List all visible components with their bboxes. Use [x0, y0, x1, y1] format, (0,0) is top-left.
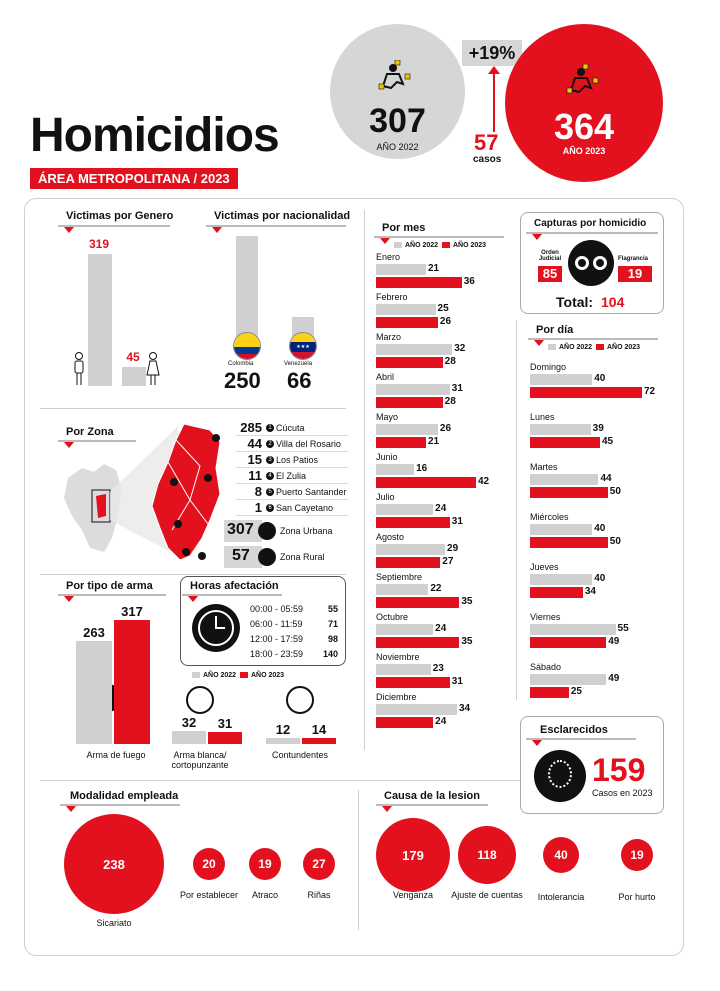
zone-row: [236, 436, 348, 452]
data-label: 40: [594, 573, 606, 584]
bar-2022: [530, 374, 592, 385]
modality-bubble: 20: [193, 848, 225, 880]
zones-title: Por Zona: [66, 426, 114, 438]
bar-2023: [114, 620, 150, 744]
bar-2022: [376, 384, 450, 395]
total-2022-value: 307: [369, 102, 426, 140]
zone-name: El Zulia: [276, 471, 307, 481]
data-label: 24: [435, 716, 447, 727]
captures-judicial-value: 85: [538, 266, 562, 282]
zone-value: 44: [247, 436, 262, 451]
title-underline: [528, 338, 658, 340]
bar-2022: [376, 424, 438, 435]
data-label: 21: [428, 436, 440, 447]
title-underline: [376, 804, 488, 806]
hour-value: 71: [327, 619, 338, 629]
data-label: 26: [439, 316, 452, 327]
hour-range: 12:00 - 17:59: [250, 634, 304, 644]
page-title: Homicidios: [30, 109, 279, 162]
bar-2023: [376, 437, 426, 448]
bar-2023: [376, 477, 476, 488]
bar-2023: [376, 317, 438, 328]
zone-urban-box: [224, 520, 348, 542]
divider: [516, 320, 517, 700]
data-label: 12: [275, 722, 291, 737]
bar-2022: [376, 664, 431, 675]
zone-value: 285: [240, 420, 262, 435]
bar-2022: [376, 344, 452, 355]
modality-title: Modalidad empleada: [70, 790, 179, 802]
data-label: 31: [451, 676, 463, 687]
weapon-legend: AÑO 2022 AÑO 2023: [192, 672, 284, 679]
bar-2022: [376, 584, 428, 595]
divider: [364, 210, 365, 750]
data-label: 49: [608, 636, 620, 647]
zone-rural-value: 57: [232, 547, 250, 564]
month-title: Por mes: [382, 222, 426, 234]
category-label: Viernes: [530, 612, 561, 622]
data-label: 28: [444, 396, 456, 407]
category-label: Septiembre: [376, 572, 423, 582]
zone-value: 15: [247, 452, 262, 467]
zone-name: San Cayetano: [276, 503, 334, 513]
difference-label: casos: [473, 154, 502, 165]
knife-icon: [186, 686, 214, 714]
zone-value: 8: [254, 484, 262, 499]
data-label: 55: [617, 623, 629, 634]
data-label: 26: [439, 423, 452, 434]
category-label: Miércoles: [530, 512, 569, 522]
data-label: 32: [181, 715, 197, 731]
captures-flagrancia-value: 19: [618, 266, 652, 282]
divider: [40, 408, 346, 409]
category-label: Lunes: [530, 412, 555, 422]
bar-2022: [376, 304, 436, 315]
zone-row: [236, 420, 348, 436]
bar-2022: [530, 474, 598, 485]
bar-2022: [530, 574, 592, 585]
bar-2023: [376, 517, 450, 528]
bar-2022: [172, 731, 206, 744]
hour-value: 55: [327, 604, 338, 614]
category-label: Octubre: [376, 612, 409, 622]
bar-2023: [208, 732, 242, 744]
data-label: 23: [432, 663, 444, 674]
data-label: 14: [311, 722, 327, 737]
zone-row: [236, 468, 348, 484]
gender-male-bar: [88, 254, 112, 386]
bar-2023: [376, 357, 443, 368]
increase-arrow-head: [488, 66, 500, 74]
data-label: 49: [608, 673, 620, 684]
zone-row: [236, 452, 348, 468]
modality-bubble: 19: [249, 848, 281, 880]
cause-label: Intolerancia: [537, 892, 585, 902]
nationality-title: Victimas por nacionalidad: [214, 210, 351, 222]
hours-title: Horas afectación: [190, 580, 279, 592]
title-underline: [374, 236, 504, 238]
zone-index-badge: 6: [266, 504, 274, 512]
bar-2023: [530, 387, 642, 398]
total-2023-value: 364: [553, 106, 615, 147]
bar-2023: [530, 637, 606, 648]
data-label: 39: [592, 423, 604, 434]
data-label: 50: [609, 486, 621, 497]
category-label: Arma de fuego: [86, 750, 146, 760]
cause-label: Venganza: [392, 890, 434, 900]
title-underline: [182, 594, 282, 596]
colombia-label: Colombia: [228, 361, 254, 367]
bar-2023: [530, 587, 583, 598]
bar-2022: [376, 624, 433, 635]
bar-2022: [530, 424, 591, 435]
bar-2023: [530, 537, 608, 548]
solved-value: 159: [592, 752, 646, 788]
captures-flagrancia-label: Flagrancia: [618, 256, 649, 262]
colombia-bar: [236, 236, 258, 346]
zone-value: 11: [248, 468, 262, 483]
zone-name: Villa del Rosario: [276, 439, 341, 449]
male-icon: [72, 352, 86, 386]
bar-2023: [376, 677, 450, 688]
data-label: 40: [594, 373, 606, 384]
captures-judicial-label: Orden Judicial: [538, 250, 562, 262]
solved-label: Casos en 2023: [592, 788, 653, 798]
region-map-icon: [60, 420, 236, 570]
gender-female-bar: [122, 367, 146, 386]
venezuela-flag-icon: ★★★: [289, 332, 317, 360]
total-2023-label: AÑO 2023: [562, 146, 606, 156]
divider: [358, 790, 359, 930]
category-label: Mayo: [376, 412, 399, 422]
zone-name: Cúcuta: [276, 423, 305, 433]
total-2023-circle: [505, 24, 663, 182]
data-label: 24: [435, 623, 447, 634]
bar-2022: [530, 674, 606, 685]
cause-bubble: 40: [543, 837, 579, 873]
zone-name: Puerto Santander: [276, 487, 347, 497]
data-label: 24: [435, 503, 447, 514]
zone-rural-box: [224, 546, 348, 568]
hour-range: 06:00 - 11:59: [250, 619, 303, 629]
difference-value: 57: [474, 130, 499, 155]
data-label: 42: [478, 476, 490, 487]
bar-2023: [376, 277, 462, 288]
captures-title: Capturas por homicidio: [534, 218, 647, 229]
hour-range: 18:00 - 23:59: [250, 649, 304, 659]
category-label: Noviembre: [376, 652, 420, 662]
bar-2023: [530, 687, 569, 698]
bar-2023: [376, 597, 459, 608]
data-label: 40: [594, 523, 606, 534]
captures-total-value: 104: [601, 294, 625, 310]
title-underline: [526, 738, 636, 740]
category-label: Jueves: [530, 562, 559, 572]
bar-2022: [376, 264, 426, 275]
modality-bubble: 27: [303, 848, 335, 880]
female-icon: [146, 352, 160, 386]
gender-title: Victimas por Genero: [66, 210, 174, 222]
data-label: 28: [444, 356, 456, 367]
gender-male-value: 319: [88, 237, 110, 251]
venezuela-label: Venezuela: [284, 361, 313, 367]
data-label: 29: [447, 543, 459, 554]
modality-label: Sicariato: [96, 918, 132, 928]
category-label: Diciembre: [376, 692, 417, 702]
captures-total-label: Total:: [556, 294, 594, 310]
title-underline: [60, 804, 180, 806]
data-label: 27: [442, 556, 454, 567]
colombia-value: 250: [224, 368, 261, 393]
handcuffs-icon: [568, 240, 614, 286]
zone-urban-value: 307: [227, 521, 254, 538]
increase-arrow: [493, 72, 495, 132]
fingerprint-icon: [534, 750, 586, 802]
farm-icon: [258, 548, 276, 566]
title-underline: [58, 594, 166, 596]
data-label: 72: [644, 386, 656, 397]
category-label: Febrero: [376, 292, 408, 302]
city-icon: [258, 522, 276, 540]
hour-value: 140: [322, 649, 338, 659]
bar-2023: [376, 717, 433, 728]
cause-bubble: 118: [458, 826, 516, 884]
bar-2023: [530, 437, 600, 448]
category-label: Domingo: [530, 362, 567, 372]
day-title: Por día: [536, 324, 574, 336]
hammer-icon: [286, 686, 314, 714]
venezuela-value: 66: [287, 368, 312, 393]
zone-index-badge: 4: [266, 472, 274, 480]
data-label: 21: [428, 263, 440, 274]
modality-label: Riñas: [307, 890, 331, 900]
cause-bubble: 179: [376, 818, 450, 892]
bar-2022: [266, 738, 300, 744]
increase-badge: +19%: [462, 40, 522, 66]
data-label: 31: [451, 383, 463, 394]
data-label: 317: [121, 604, 143, 619]
category-label: Junio: [376, 452, 398, 462]
data-label: 25: [570, 686, 582, 697]
solved-title: Esclarecidos: [540, 724, 608, 736]
bar-2023: [302, 738, 336, 744]
day-legend: AÑO 2022 AÑO 2023: [548, 344, 640, 351]
data-label: 34: [584, 586, 596, 597]
bar-2023: [530, 487, 608, 498]
hour-value: 98: [327, 634, 338, 644]
zone-row: [236, 500, 348, 516]
category-label: Julio: [376, 492, 395, 502]
zone-index-badge: 2: [266, 440, 274, 448]
category-label: Enero: [376, 252, 401, 262]
total-2022-label: AÑO 2022: [376, 142, 419, 152]
category-label: Contundentes: [271, 750, 329, 760]
data-label: 263: [83, 625, 105, 641]
data-label: 44: [600, 473, 612, 484]
bar-2022: [376, 544, 445, 555]
page-subtitle: ÁREA METROPOLITANA / 2023: [30, 168, 238, 189]
category-label: Marzo: [376, 332, 402, 342]
cause-bubble: 19: [621, 839, 653, 871]
cause-label: Por hurto: [618, 892, 656, 902]
data-label: 45: [602, 436, 614, 447]
bar-2022: [376, 464, 414, 475]
category-label: Agosto: [376, 532, 405, 542]
zone-urban-label: Zona Urbana: [280, 526, 333, 536]
data-label: 25: [437, 303, 449, 314]
bar-2022: [376, 704, 457, 715]
bar-2022: [530, 524, 592, 535]
title-underline: [206, 225, 346, 227]
bar-2022: [76, 641, 112, 744]
data-label: 36: [463, 276, 475, 287]
zone-row: [236, 484, 348, 500]
modality-label: Por establecer: [179, 890, 239, 900]
divider: [40, 574, 346, 575]
hour-range: 00:00 - 05:59: [250, 604, 304, 614]
modality-label: Atraco: [251, 890, 278, 900]
title-underline: [58, 225, 170, 227]
colombia-flag-icon: [233, 332, 261, 360]
zone-rural-label: Zona Rural: [280, 552, 325, 562]
data-label: 34: [458, 703, 471, 714]
zone-name: Los Patios: [276, 455, 319, 465]
crime-scene-icon: [377, 60, 413, 94]
total-2022-circle: [330, 24, 465, 159]
bar-2022: [376, 504, 433, 515]
data-label: 35: [461, 636, 473, 647]
data-label: 16: [416, 463, 428, 474]
data-label: 31: [451, 516, 463, 527]
month-legend: AÑO 2022 AÑO 2023: [394, 242, 486, 249]
category-label: Arma blanca/ cortopunzante: [171, 750, 229, 770]
category-label: Martes: [530, 462, 558, 472]
data-label: 31: [217, 715, 233, 731]
bar-2023: [376, 637, 459, 648]
category-label: Abril: [376, 372, 395, 382]
clock-icon: [192, 604, 240, 652]
modality-bubble: 238: [64, 814, 164, 914]
data-label: 50: [609, 536, 621, 547]
cause-title: Causa de la lesion: [384, 790, 480, 802]
data-label: 35: [461, 596, 473, 607]
zone-index-badge: 5: [266, 488, 274, 496]
gender-female-value: 45: [126, 350, 140, 364]
title-underline: [526, 232, 658, 234]
crime-scene-icon: [565, 64, 601, 98]
bar-2023: [376, 557, 440, 568]
zone-index-badge: 3: [266, 456, 274, 464]
bar-2022: [530, 624, 616, 635]
bar-2023: [376, 397, 443, 408]
data-label: 22: [430, 583, 442, 594]
weapon-title: Por tipo de arma: [66, 580, 153, 592]
data-label: 32: [454, 343, 466, 354]
cause-label: Ajuste de cuentas: [451, 890, 523, 900]
zone-index-badge: 1: [266, 424, 274, 432]
zone-value: 1: [254, 500, 262, 515]
category-label: Sábado: [530, 662, 562, 672]
